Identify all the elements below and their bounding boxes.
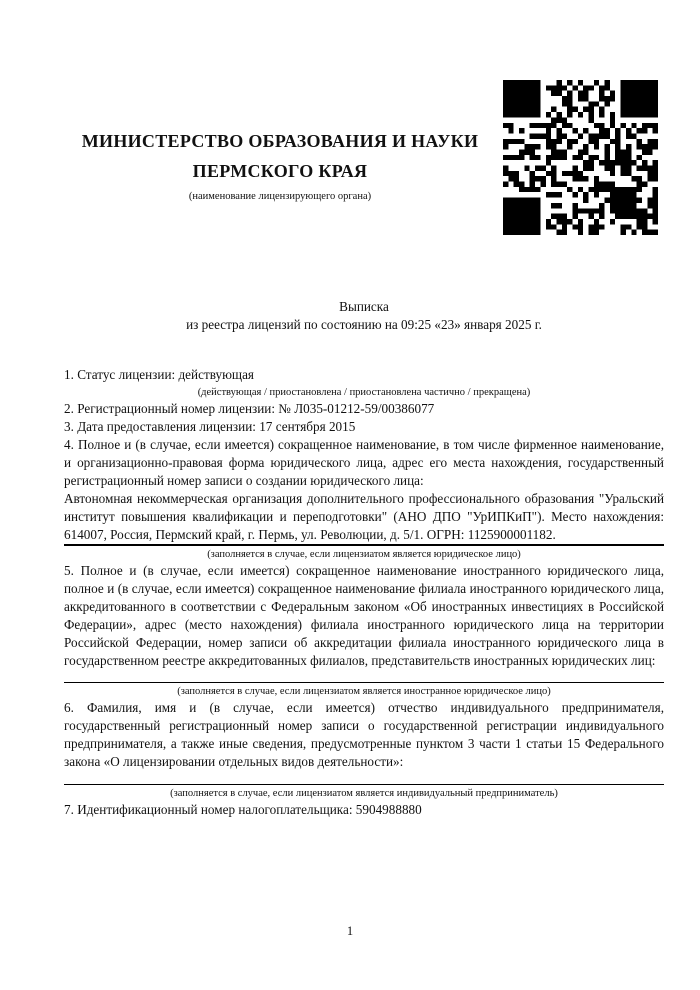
ministry-name-line1: МИНИСТЕРСТВО ОБРАЗОВАНИЯ И НАУКИ bbox=[81, 131, 479, 151]
item-7-taxpayer-number: 7. Идентификационный номер налогоплательщика: 5904988880 bbox=[64, 802, 422, 817]
ministry-caption: (наименование лицензирующего органа) bbox=[188, 191, 372, 202]
item-6-caption: (заполняется в случае, если лицензиатом является индивидуальный предприниматель) bbox=[170, 788, 558, 799]
item-2-registration-number: 2. Регистрационный номер лицензии: № Л035-01212-59/00386077 bbox=[64, 401, 435, 416]
item-4-legal-entity-value: Автономная некоммерческая организация дополнительного профессионального образования "Уральский институт повышения квалификации и переподготовки" (АНО ДПО "УрИПКиП"). Место нахождения: 614007, Россия, Пермский край, г. Пермь, ул. Революции, д. 5/1. ОГРН: 1125900001182. bbox=[64, 491, 664, 542]
licensing-authority-header bbox=[64, 126, 496, 203]
document-body bbox=[64, 366, 664, 819]
document-title bbox=[64, 298, 664, 334]
item-6-fill-line bbox=[64, 784, 664, 785]
item-3-grant-date: 3. Дата предоставления лицензии: 17 сентября 2015 bbox=[64, 419, 356, 434]
item-4-legal-entity-label: 4. Полное и (в случае, если имеется) сокращенное наименование, в том числе фирменное наименование, и организационно-правовая форма юридического лица, адрес его места нахождения, государственный регистрационный номер записи о создании юридического лица: bbox=[64, 437, 664, 488]
item-5-foreign-entity-label: 5. Полное и (в случае, если имеется) сокращенное наименование иностранного юридического лица, полное и (в случае, если имеется) сокращенное наименование филиала иностранного юридического лица, аккредитованного в соответствии с Федеральным законом «Об иностранных инвестициях в Российской Федерации», адрес (место нахождения) филиала иностранного юридического лица на территории Российской Федерации, номер записи об аккредитации филиала иностранного юридического лица в государственном реестре аккредитованных филиалов, представительств иностранных юридических лиц: bbox=[64, 563, 664, 668]
qr-code-icon bbox=[503, 80, 658, 235]
item-4-fill-line bbox=[64, 544, 664, 546]
document-title-line1: Выписка bbox=[339, 299, 389, 314]
page-number: 1 bbox=[346, 924, 354, 938]
ministry-name-line2: ПЕРМСКОГО КРАЯ bbox=[192, 161, 368, 181]
item-6-entrepreneur-label: 6. Фамилия, имя и (в случае, если имеется) отчество индивидуального предпринимателя, государственный регистрационный номер записи о государственной регистрации индивидуального предпринимателя, а также иные сведения, предусмотренные пунктом 3 части 1 статьи 15 Федерального закона «О лицензировании отдельных видов деятельности»: bbox=[64, 700, 664, 769]
item-1-license-status: 1. Статус лицензии: действующая bbox=[64, 367, 255, 382]
item-5-fill-line bbox=[64, 682, 664, 683]
document-title-line2: из реестра лицензий по состоянию на 09:25 «23» января 2025 г. bbox=[186, 317, 542, 332]
item-1-caption: (действующая / приостановлена / приостановлена частично / прекращена) bbox=[197, 387, 531, 398]
item-4-caption: (заполняется в случае, если лицензиатом является юридическое лицо) bbox=[207, 549, 521, 560]
item-5-caption: (заполняется в случае, если лицензиатом является иностранное юридическое лицо) bbox=[177, 686, 551, 697]
